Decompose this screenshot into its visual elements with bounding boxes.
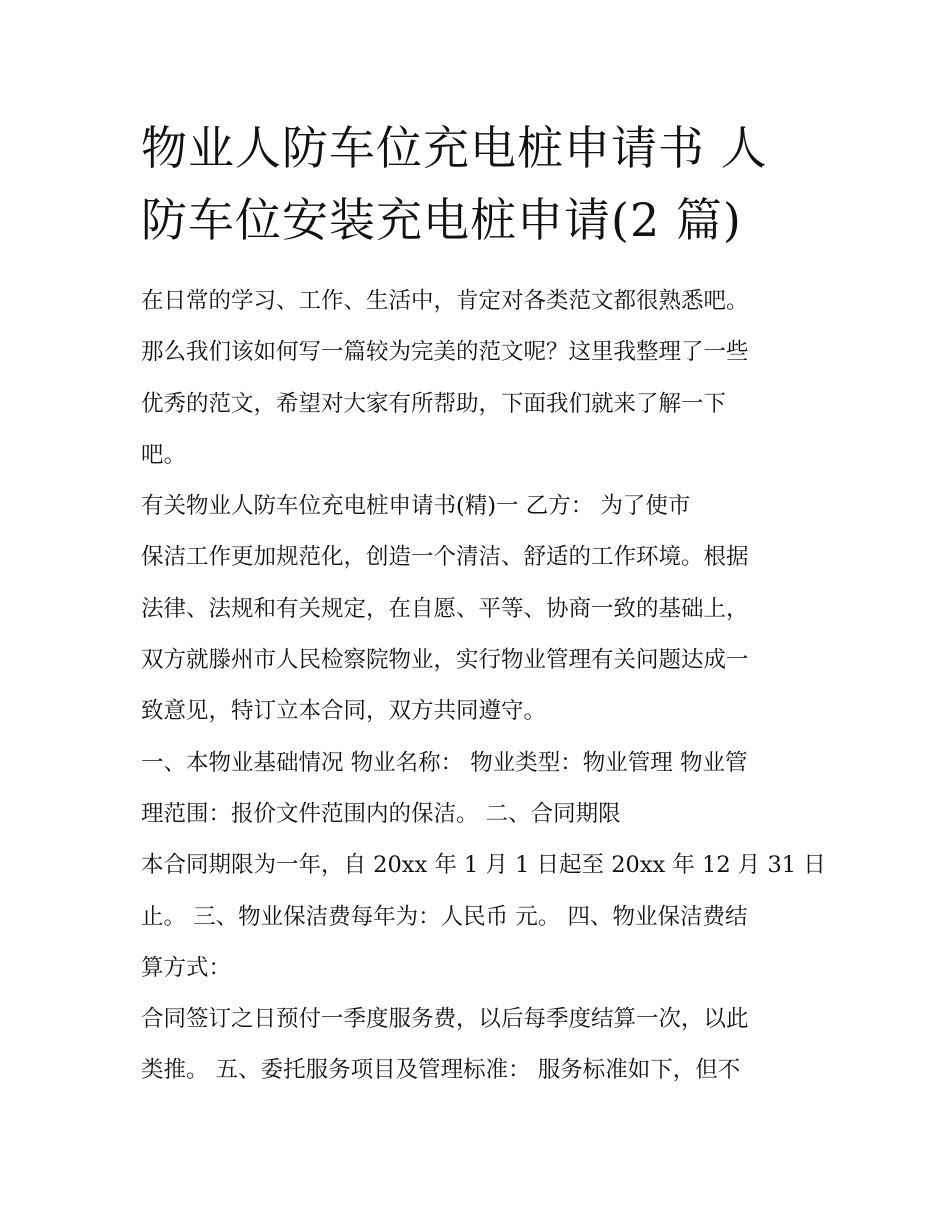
- body-line: 算方式：: [141, 954, 232, 981]
- document-body: [141, 276, 826, 1097]
- document-title: [141, 112, 821, 256]
- body-line: 合同签订之日预付一季度服务费，以后每季度结算一次，以此: [141, 1006, 749, 1033]
- body-line: 本合同期限为一年，自 20xx 年 1 月 1 日起至 20xx 年 12 月 31 日: [141, 852, 826, 879]
- body-line: 一、本物业基础情况 物业名称： 物业类型：物业管理 物业管: [141, 749, 748, 776]
- body-line: 优秀的范文，希望对大家有所帮助，下面我们就来了解一下: [141, 390, 727, 417]
- body-line: 类推。 五、委托服务项目及管理标准： 服务标准如下，但不: [141, 1057, 741, 1084]
- body-line: 止。 三、物业保洁费每年为：人民币 元。 四、物业保洁费结: [141, 903, 748, 930]
- body-line: 理范围：报价文件范围内的保洁。 二、合同期限: [141, 800, 621, 827]
- title-line: 物业人防车位充电桩申请书 人: [141, 121, 768, 175]
- body-line: 致意见，特订立本合同，双方共同遵守。: [141, 698, 547, 725]
- body-line: 在日常的学习、工作、生活中，肯定对各类范文都很熟悉吧。: [141, 288, 749, 314]
- body-line: 有关物业人防车位充电桩申请书(精)一 乙方： 为了使市: [141, 493, 691, 520]
- body-line: 双方就滕州市人民检察院物业，实行物业管理有关问题达成一: [141, 647, 749, 674]
- body-line: 保洁工作更加规范化，创造一个清洁、舒适的工作环境。根据: [141, 544, 749, 571]
- body-line: 那么我们该如何写一篇较为完美的范文呢？这里我整理了一些: [141, 339, 749, 366]
- body-line: 吧。: [141, 441, 187, 468]
- body-line: 法律、法规和有关规定，在自愿、平等、协商一致的基础上，: [141, 595, 749, 622]
- title-line: 防车位安装充电桩申请(2 篇): [141, 193, 742, 247]
